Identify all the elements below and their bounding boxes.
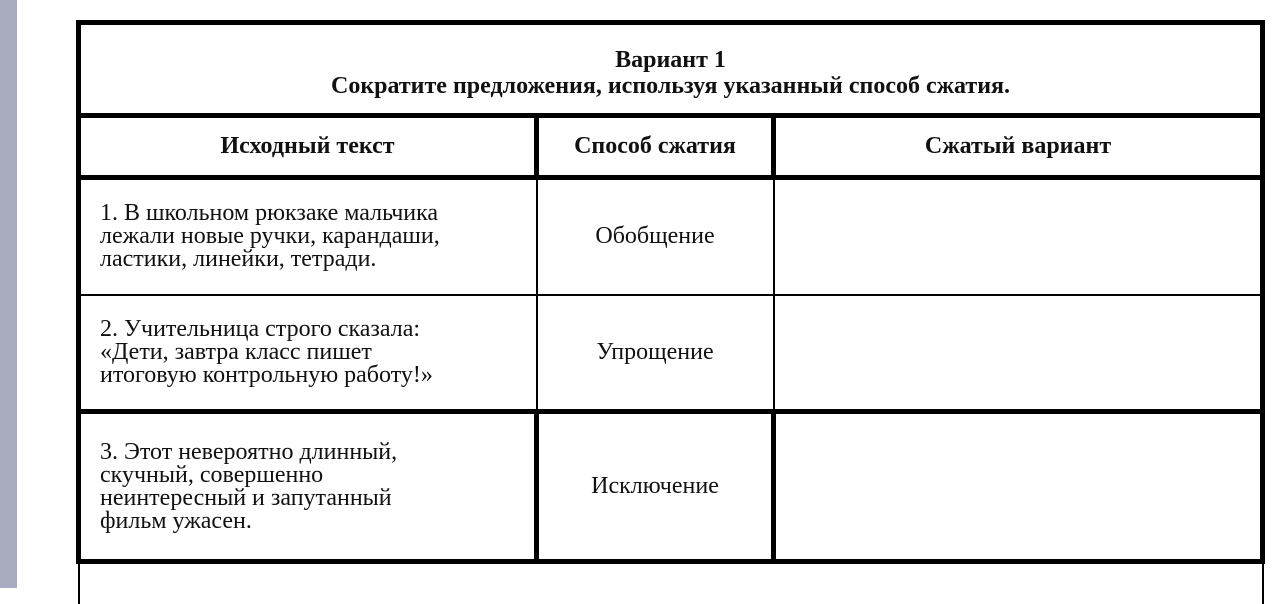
source-line: неинтересный и запутанный <box>100 485 392 511</box>
column-header-method: Способ сжатия <box>537 116 774 178</box>
source-line: фильм ужасен. <box>100 508 252 534</box>
source-line: 1. В школьном рюкзаке мальчика <box>100 200 438 226</box>
next-row-cell <box>79 562 1263 604</box>
table-row-partial <box>79 562 1263 604</box>
method-cell: Исключение <box>537 412 774 562</box>
table-row <box>79 412 1263 562</box>
result-answer-cell[interactable] <box>774 295 1263 412</box>
source-text-cell <box>79 295 537 412</box>
method-cell: Обобщение <box>537 178 774 295</box>
source-line: 2. Учительница строго сказала: <box>100 316 420 342</box>
method-cell: Упрощение <box>537 295 774 412</box>
source-line: итоговую контрольную работу!» <box>100 362 433 388</box>
result-answer-cell[interactable] <box>774 178 1263 295</box>
source-line: ластики, линейки, тетради. <box>100 246 376 272</box>
source-line: 3. Этот невероятно длинный, <box>100 439 397 465</box>
left-edge-bar <box>0 0 17 588</box>
source-line: лежали новые ручки, карандаши, <box>100 223 440 249</box>
source-text-cell <box>79 412 537 562</box>
column-header-source: Исходный текст <box>79 116 537 178</box>
table-row <box>79 295 1263 412</box>
exercise-table <box>76 20 1265 604</box>
instruction-text: Сократите предложения, используя указанный способ сжатия. <box>331 73 1010 99</box>
header-row <box>79 116 1263 178</box>
result-answer-cell[interactable] <box>774 412 1263 562</box>
title-row <box>79 23 1263 116</box>
title-cell <box>79 23 1263 116</box>
source-text-cell <box>79 178 537 295</box>
table-row <box>79 178 1263 295</box>
variant-title: Вариант 1 <box>615 47 726 73</box>
column-header-result: Сжатый вариант <box>774 116 1263 178</box>
source-line: «Дети, завтра класс пишет <box>100 339 372 365</box>
source-line: скучный, совершенно <box>100 462 323 488</box>
